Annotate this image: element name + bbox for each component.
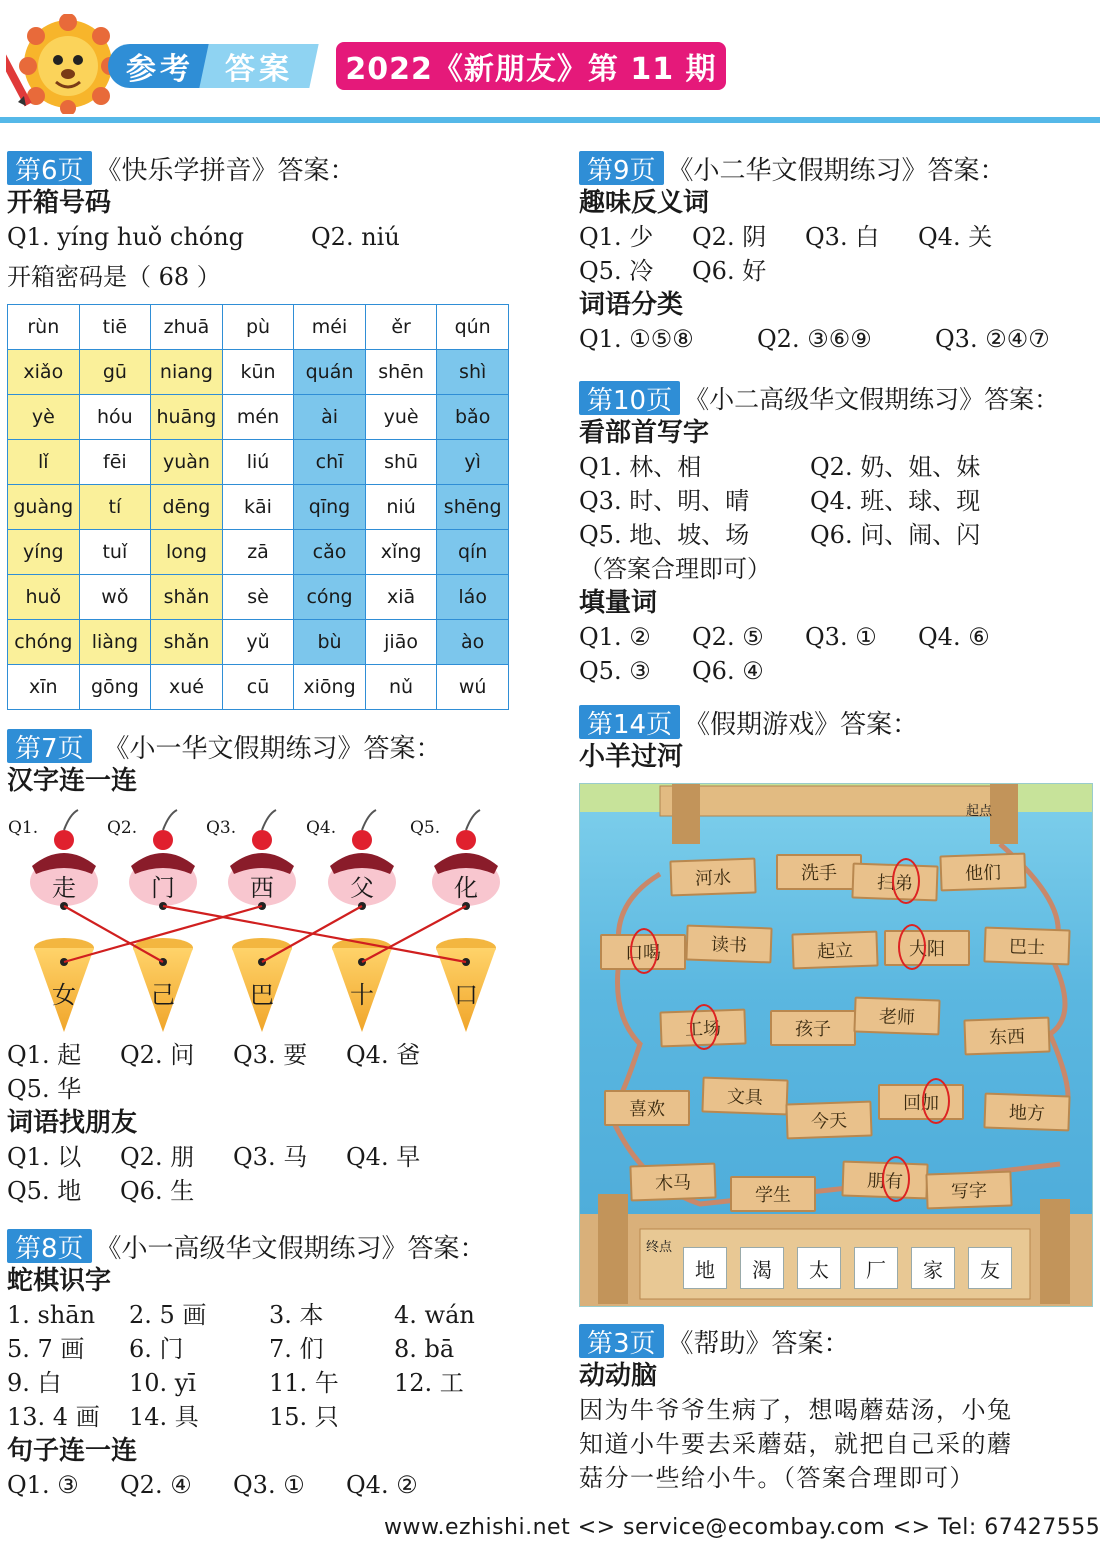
- pinyin-cell: zhuā: [151, 305, 223, 350]
- answer-item: Q1. 林、相: [579, 453, 702, 481]
- answer-item: Q6. 生: [120, 1177, 195, 1205]
- answer-item: Q5. 地、坡、场: [579, 521, 750, 549]
- figure-label: 十: [350, 981, 374, 1009]
- answer-row: [7, 1140, 527, 1174]
- plank-word: 扫弟: [851, 863, 938, 902]
- pinyin-cell: jiāo: [365, 620, 437, 665]
- subheading: 趣味反义词: [579, 188, 710, 218]
- plank-word: 朋有: [841, 1161, 928, 1200]
- pinyin-cell: shǎn: [151, 575, 223, 620]
- answer-circle: [922, 1078, 950, 1124]
- answer-item: Q2. ④: [120, 1471, 192, 1499]
- pinyin-cell: shì: [437, 350, 509, 395]
- pinyin-cell: zā: [222, 530, 294, 575]
- answer-line: 菇分一些给小牛。（答案合理即可）: [579, 1464, 975, 1492]
- answer-item: 2. 5 画: [129, 1301, 207, 1329]
- pinyin-cell: xīn: [8, 665, 80, 710]
- subheading: 看部首写字: [579, 418, 710, 448]
- end-word-box: 厂: [854, 1247, 898, 1289]
- answer-tag-part1: 参考: [108, 44, 212, 88]
- plank-word: 回加: [878, 1084, 964, 1120]
- figure-label: Q4.: [306, 818, 337, 838]
- pinyin-cell: méi: [294, 305, 366, 350]
- plank-word: 喜欢: [604, 1090, 690, 1126]
- answer-note: （答案合理即可）: [579, 555, 771, 583]
- subheading: 动动脑: [579, 1361, 658, 1391]
- answer-circle: [892, 858, 920, 904]
- answer-item: Q3. ①: [805, 623, 877, 651]
- answer-item: 12. 工: [394, 1369, 464, 1397]
- pinyin-cell: chī: [294, 440, 366, 485]
- section-page8: [7, 1228, 547, 1502]
- end-label: 终点: [646, 1240, 673, 1255]
- pinyin-cell: qín: [437, 530, 509, 575]
- page-badge: 第9页: [579, 151, 664, 185]
- pinyin-cell: lǐ: [8, 440, 80, 485]
- table-row: [8, 305, 509, 350]
- answer-item: Q1. ②: [579, 623, 651, 651]
- subheading: 词语分类: [579, 290, 684, 320]
- pinyin-cell: shū: [365, 440, 437, 485]
- pinyin-cell: bǎo: [437, 395, 509, 440]
- answer-item: 3. 本: [269, 1301, 324, 1329]
- pinyin-cell: rùn: [8, 305, 80, 350]
- answer-item: Q3. 白: [805, 223, 880, 251]
- pinyin-cell: kāi: [222, 485, 294, 530]
- answer-row: [7, 1366, 547, 1400]
- plank-word: 木马: [629, 1163, 716, 1202]
- issue-banner: 2022《新朋友》第 11 期: [336, 42, 726, 90]
- answer-item: 4. wán: [394, 1301, 475, 1329]
- answer-item: Q2. 朋: [120, 1143, 195, 1171]
- plank-word: 起立: [791, 931, 878, 970]
- pinyin-cell: yuàn: [151, 440, 223, 485]
- pinyin-cell: fēi: [79, 440, 151, 485]
- figure-label: 西: [250, 874, 274, 902]
- pinyin-cell: shēng: [437, 485, 509, 530]
- pinyin-cell: xué: [151, 665, 223, 710]
- answer-item: Q3. ①: [233, 1471, 305, 1499]
- section-title: 《小二华文假期练习》答案：: [667, 155, 1006, 186]
- answer-row: [7, 1468, 547, 1502]
- answer-q2: Q2. niú: [311, 223, 400, 251]
- plank-word: 文具: [701, 1077, 788, 1116]
- header-divider: [0, 117, 1100, 123]
- answer-row: [579, 322, 1094, 356]
- answer-item: 6. 门: [129, 1335, 184, 1363]
- figure-label: 口: [454, 981, 478, 1009]
- figure-label: 门: [151, 874, 175, 902]
- plank-word: 巴士: [983, 927, 1070, 966]
- answer-circle: [630, 928, 658, 974]
- answer-item: 5. 7 画: [7, 1335, 85, 1363]
- answer-item: 9. 白: [7, 1369, 62, 1397]
- pinyin-cell: shǎn: [151, 620, 223, 665]
- answer-line: 知道小牛要去采蘑菇，就把自己采的蘑: [579, 1430, 1013, 1458]
- section-page14: [579, 704, 1094, 774]
- pinyin-cell: niang: [151, 350, 223, 395]
- section-title: 《小一高级华文假期练习》答案：: [95, 1233, 486, 1264]
- pinyin-cell: xiā: [365, 575, 437, 620]
- answer-item: Q3. ②④⑦: [935, 325, 1050, 353]
- pinyin-cell: kūn: [222, 350, 294, 395]
- pinyin-cell: liàng: [79, 620, 151, 665]
- pinyin-cell: mén: [222, 395, 294, 440]
- answer-item: Q5. ③: [579, 657, 651, 685]
- pinyin-cell: dēng: [151, 485, 223, 530]
- section-page9: [579, 150, 1094, 356]
- pinyin-cell: xǐng: [365, 530, 437, 575]
- pinyin-cell: niú: [365, 485, 437, 530]
- plank-word: 东西: [963, 1017, 1050, 1056]
- plank-word: 工场: [659, 1009, 746, 1048]
- answer-item: Q4. 爸: [346, 1041, 421, 1069]
- pinyin-cell: qīng: [294, 485, 366, 530]
- pinyin-cell: cǎo: [294, 530, 366, 575]
- table-row: [8, 575, 509, 620]
- answer-item: Q6. 问、闹、闪: [810, 521, 981, 549]
- pinyin-cell: huǒ: [8, 575, 80, 620]
- answer-item: Q1. ①⑤⑧: [579, 325, 694, 353]
- pinyin-cell: huāng: [151, 395, 223, 440]
- plank-word: 读书: [685, 925, 772, 964]
- password-answer: 开箱密码是（ 68 ）: [7, 263, 221, 291]
- answer-item: Q3. 要: [233, 1041, 308, 1069]
- answer-item: Q4. ②: [346, 1471, 418, 1499]
- end-word-box: 渴: [740, 1247, 784, 1289]
- page-badge: 第3页: [579, 1324, 664, 1358]
- table-row: [8, 485, 509, 530]
- pinyin-cell: yì: [437, 440, 509, 485]
- section-page10: [579, 380, 1094, 688]
- plank-word: 河水: [669, 858, 756, 897]
- answer-item: Q1. ③: [7, 1471, 79, 1499]
- pinyin-cell: xiǎo: [8, 350, 80, 395]
- answer-item: Q1. 起: [7, 1041, 82, 1069]
- answer-row: [579, 220, 1094, 254]
- pinyin-cell: guàng: [8, 485, 80, 530]
- answer-item: Q3. 时、明、晴: [579, 487, 750, 515]
- pinyin-cell: wǒ: [79, 575, 151, 620]
- pinyin-cell: liú: [222, 440, 294, 485]
- answer-row: [579, 450, 1094, 484]
- figure-label: Q2.: [107, 818, 138, 838]
- plank-word: 地方: [983, 1093, 1070, 1132]
- table-row: [8, 620, 509, 665]
- answer-item: 10. yī: [129, 1369, 197, 1397]
- answer-row: [579, 620, 1094, 654]
- pinyin-cell: wú: [437, 665, 509, 710]
- section-page6: [7, 150, 527, 294]
- pinyin-cell: ài: [294, 395, 366, 440]
- pinyin-cell: hóu: [79, 395, 151, 440]
- answer-circle: [898, 924, 926, 970]
- answer-item: Q2. ③⑥⑨: [757, 325, 872, 353]
- subheading: 蛇棋识字: [7, 1266, 112, 1296]
- answer-row: [579, 484, 1094, 518]
- answer-row: Q5. 华: [7, 1075, 82, 1103]
- pinyin-cell: quán: [294, 350, 366, 395]
- end-word-box: 太: [797, 1247, 841, 1289]
- answer-item: Q4. 班、球、现: [810, 487, 981, 515]
- answer-item: 14. 具: [129, 1403, 199, 1431]
- answer-item: Q5. 冷: [579, 257, 654, 285]
- river-crossing-game-image: [579, 783, 1093, 1307]
- lion-mascot-icon: [6, 14, 124, 114]
- pinyin-cell: shēn: [365, 350, 437, 395]
- end-word-box: 友: [968, 1247, 1012, 1289]
- answer-item: 11. 午: [269, 1369, 339, 1397]
- plank-word: 大阳: [884, 930, 970, 966]
- answer-item: 7. 们: [269, 1335, 324, 1363]
- plank-word: 口喝: [600, 934, 686, 970]
- figure-label: 己: [151, 981, 175, 1009]
- answer-item: Q6. ④: [692, 657, 764, 685]
- pinyin-cell: long: [151, 530, 223, 575]
- figure-label: Q1.: [8, 818, 39, 838]
- pinyin-cell: tí: [79, 485, 151, 530]
- section-title: 《假期游戏》答案：: [684, 709, 919, 740]
- answer-circle: [882, 1156, 910, 1202]
- answer-row: [579, 254, 1094, 288]
- plank-word: 写字: [925, 1171, 1012, 1210]
- answer-item: 1. shān: [7, 1301, 96, 1329]
- section-title: 《小二高级华文假期练习》答案：: [684, 385, 1060, 414]
- answer-row: [579, 654, 1094, 688]
- plank-word: 今天: [785, 1101, 872, 1140]
- page-badge: 第10页: [579, 381, 680, 415]
- answer-item: Q5. 地: [7, 1177, 82, 1205]
- pinyin-cell: cū: [222, 665, 294, 710]
- footer-contact: www.ezhishi.net <> service@ecombay.com <> Tel: 67427555: [384, 1515, 1100, 1540]
- pinyin-cell: yǔ: [222, 620, 294, 665]
- pinyin-cell: qún: [437, 305, 509, 350]
- end-word-box: 家: [911, 1247, 955, 1289]
- answer-line: 因为牛爷爷生病了，想喝蘑菇汤，小兔: [579, 1396, 1013, 1424]
- pinyin-cell: chóng: [8, 620, 80, 665]
- pinyin-cell: gū: [79, 350, 151, 395]
- subheading: 开箱号码: [7, 188, 112, 218]
- pinyin-cell: xiōng: [294, 665, 366, 710]
- pinyin-cell: cóng: [294, 575, 366, 620]
- answer-q1: Q1. yíng huǒ chóng: [7, 223, 245, 251]
- page-header: [0, 0, 1100, 130]
- figure-label: 化: [454, 874, 478, 902]
- answer-row: [7, 1400, 547, 1434]
- figure-label: 女: [52, 981, 76, 1009]
- answer-row: [7, 1298, 547, 1332]
- subheading: 填量词: [579, 588, 658, 618]
- page-badge: 第6页: [7, 151, 92, 185]
- pinyin-cell: sè: [222, 575, 294, 620]
- pinyin-cell: ào: [437, 620, 509, 665]
- section-title: 《快乐学拼音》答案：: [95, 155, 356, 186]
- figure-label: Q5.: [410, 818, 441, 838]
- pinyin-cell: tiē: [79, 305, 151, 350]
- answer-item: Q6. 好: [692, 257, 767, 285]
- section-page3: [579, 1323, 1094, 1495]
- pinyin-cell: yè: [8, 395, 80, 440]
- page-badge: 第14页: [579, 705, 680, 739]
- answer-item: Q2. ⑤: [692, 623, 764, 651]
- section-page7: [7, 728, 527, 798]
- answer-item: Q3. 马: [233, 1143, 308, 1171]
- answer-row: [7, 1038, 527, 1072]
- answer-item: Q4. 关: [918, 223, 993, 251]
- plank-word: 洗手: [776, 854, 862, 890]
- pinyin-cell: gōng: [79, 665, 151, 710]
- answer-item: 13. 4 画: [7, 1403, 100, 1431]
- page-badge: 第8页: [7, 1229, 92, 1263]
- answer-item: 8. bā: [394, 1335, 455, 1363]
- pinyin-cell: ěr: [365, 305, 437, 350]
- answer-item: Q1. 以: [7, 1143, 82, 1171]
- answer-row: [579, 518, 1094, 552]
- answer-row: [7, 1332, 547, 1366]
- pinyin-cell: nǔ: [365, 665, 437, 710]
- table-row: [8, 440, 509, 485]
- answer-item: Q1. 少: [579, 223, 654, 251]
- answer-circle: [690, 1004, 718, 1050]
- end-word-box: 地: [683, 1247, 727, 1289]
- pinyin-table: [7, 304, 509, 710]
- answer-item: Q4. 早: [346, 1143, 421, 1171]
- figure-label: 父: [350, 874, 374, 902]
- answer-item: Q4. ⑥: [918, 623, 990, 651]
- page-badge: 第7页: [7, 729, 92, 763]
- answer-tag-part2: 答案: [199, 44, 318, 88]
- answer-row: [7, 1174, 527, 1208]
- pinyin-cell: tuǐ: [79, 530, 151, 575]
- plank-word: 他们: [939, 853, 1026, 892]
- subheading: 句子连一连: [7, 1436, 138, 1466]
- pinyin-cell: láo: [437, 575, 509, 620]
- answer-item: Q2. 阴: [692, 223, 767, 251]
- table-row: [8, 350, 509, 395]
- start-label: 起点: [966, 804, 993, 819]
- plank-word: 学生: [730, 1176, 816, 1212]
- table-row: [8, 665, 509, 710]
- subheading: 小羊过河: [579, 742, 684, 772]
- figure-label: 巴: [250, 981, 274, 1009]
- figure-label: Q3.: [206, 818, 237, 838]
- pinyin-cell: yíng: [8, 530, 80, 575]
- pinyin-cell: yuè: [365, 395, 437, 440]
- plank-word: 孩子: [770, 1010, 856, 1046]
- plank-word: 老师: [853, 997, 940, 1036]
- answer-item: Q2. 问: [120, 1041, 195, 1069]
- pinyin-cell: bù: [294, 620, 366, 665]
- subheading: 汉字连一连: [7, 766, 138, 796]
- table-row: [8, 530, 509, 575]
- table-row: [8, 395, 509, 440]
- pinyin-cell: pù: [222, 305, 294, 350]
- answer-item: 15. 只: [269, 1403, 339, 1431]
- figure-label: 走: [52, 874, 76, 902]
- section-title: 《小一华文假期练习》答案：: [103, 733, 442, 764]
- section-title: 《帮助》答案：: [667, 1328, 850, 1359]
- subheading: 词语找朋友: [7, 1108, 138, 1138]
- answer-item: Q2. 奶、姐、妹: [810, 453, 981, 481]
